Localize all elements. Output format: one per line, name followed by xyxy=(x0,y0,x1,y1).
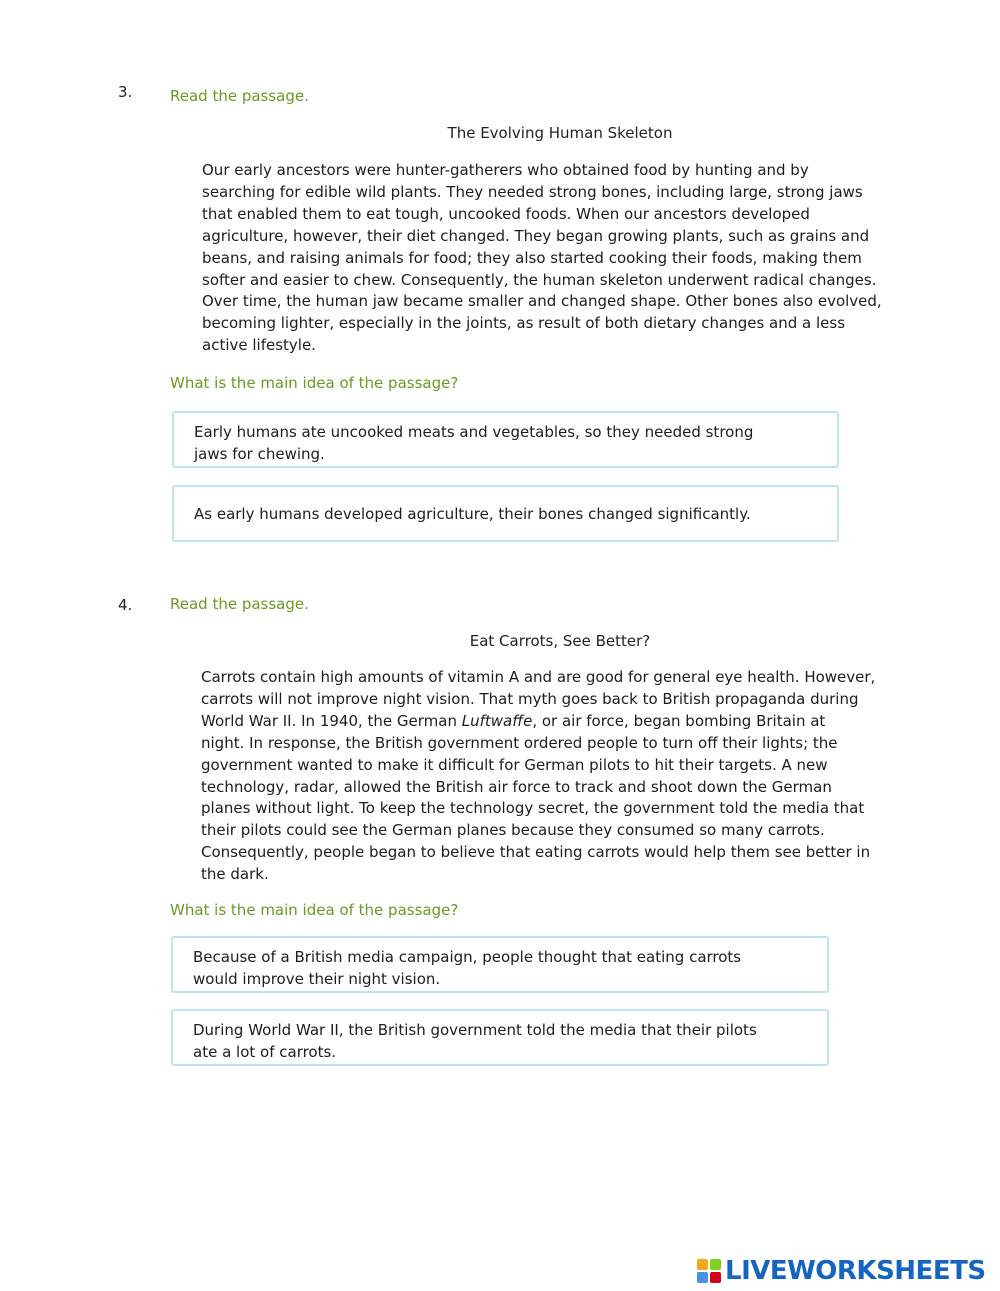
passage-line: the dark. xyxy=(201,865,269,884)
instruction-text: Read the passage. xyxy=(170,595,309,613)
answer-option[interactable] xyxy=(171,1009,829,1066)
passage-line: Consequently, people began to believe that eating carrots would help them see better in xyxy=(201,843,871,862)
answer-option[interactable] xyxy=(172,411,839,468)
passage-text xyxy=(201,667,875,886)
passage-text xyxy=(202,160,882,357)
option-line: During World War II, the British government told the media that their pilots xyxy=(193,1021,757,1039)
passage-line: that enabled them to eat tough, uncooked foods. When our ancestors developed xyxy=(202,204,810,223)
passage-line: searching for edible wild plants. They needed strong bones, including large, strong jaws xyxy=(202,182,863,201)
passage-title: Eat Carrots, See Better? xyxy=(469,632,651,650)
option-line: would improve their night vision. xyxy=(193,970,441,988)
question-prompt: What is the main idea of the passage? xyxy=(170,901,459,919)
logo-blocks-icon xyxy=(697,1257,723,1285)
passage-line: softer and easier to chew. Consequently, the human skeleton underwent radical changes. xyxy=(202,270,877,289)
passage-line: planes without light. To keep the technology secret, the government told the media that xyxy=(201,799,865,818)
passage-line: active lifestyle. xyxy=(202,336,316,355)
passage-line: technology, radar, allowed the British air force to track and shoot down the German xyxy=(201,777,832,796)
passage-line: night. In response, the British government ordered people to turn off their lights; the xyxy=(201,733,838,752)
passage-line: Carrots contain high amounts of vitamin A and are good for general eye health. However, xyxy=(201,668,876,686)
italic-term: Luftwaffe xyxy=(461,711,533,730)
question-prompt: What is the main idea of the passage? xyxy=(170,374,459,392)
option-line: Because of a British media campaign, people thought that eating carrots xyxy=(193,948,742,966)
instruction-text: Read the passage. xyxy=(170,87,309,105)
passage-line: agriculture, however, their diet changed. They began growing plants, such as grains and xyxy=(202,226,870,245)
passage-line: carrots will not improve night vision. That myth goes back to British propaganda during xyxy=(201,689,859,708)
option-line: Early humans ate uncooked meats and vegetables, so they needed strong xyxy=(194,423,754,441)
passage-line: Over time, the human jaw became smaller and changed shape. Other bones also evolved, xyxy=(202,292,882,311)
question-number: 3. xyxy=(118,83,133,101)
passage-line: Our early ancestors were hunter-gatherers who obtained food by hunting and by xyxy=(202,161,809,179)
question-number: 4. xyxy=(118,596,133,614)
liveworksheets-logo xyxy=(697,1255,986,1287)
passage-title: The Evolving Human Skeleton xyxy=(447,124,673,142)
answer-option[interactable] xyxy=(172,485,839,542)
passage-line: their pilots could see the German planes because they consumed so many carrots. xyxy=(201,821,825,840)
passage-line: World War II. In 1940, the German Luftwaffe, or air force, began bombing Britain at xyxy=(201,711,826,730)
option-line: As early humans developed agriculture, their bones changed significantly. xyxy=(194,505,751,523)
passage-line: government wanted to make it difficult for German pilots to hit their targets. A new xyxy=(201,755,828,774)
logo-text: LIVEWORKSHEETS xyxy=(725,1256,986,1286)
option-line: ate a lot of carrots. xyxy=(193,1043,337,1061)
answer-option[interactable] xyxy=(171,936,829,993)
passage-line: becoming lighter, especially in the joints, as result of both dietary changes and a less xyxy=(202,314,846,333)
option-line: jaws for chewing. xyxy=(194,445,325,463)
passage-line: beans, and raising animals for food; they also started cooking their foods, making them xyxy=(202,248,862,267)
